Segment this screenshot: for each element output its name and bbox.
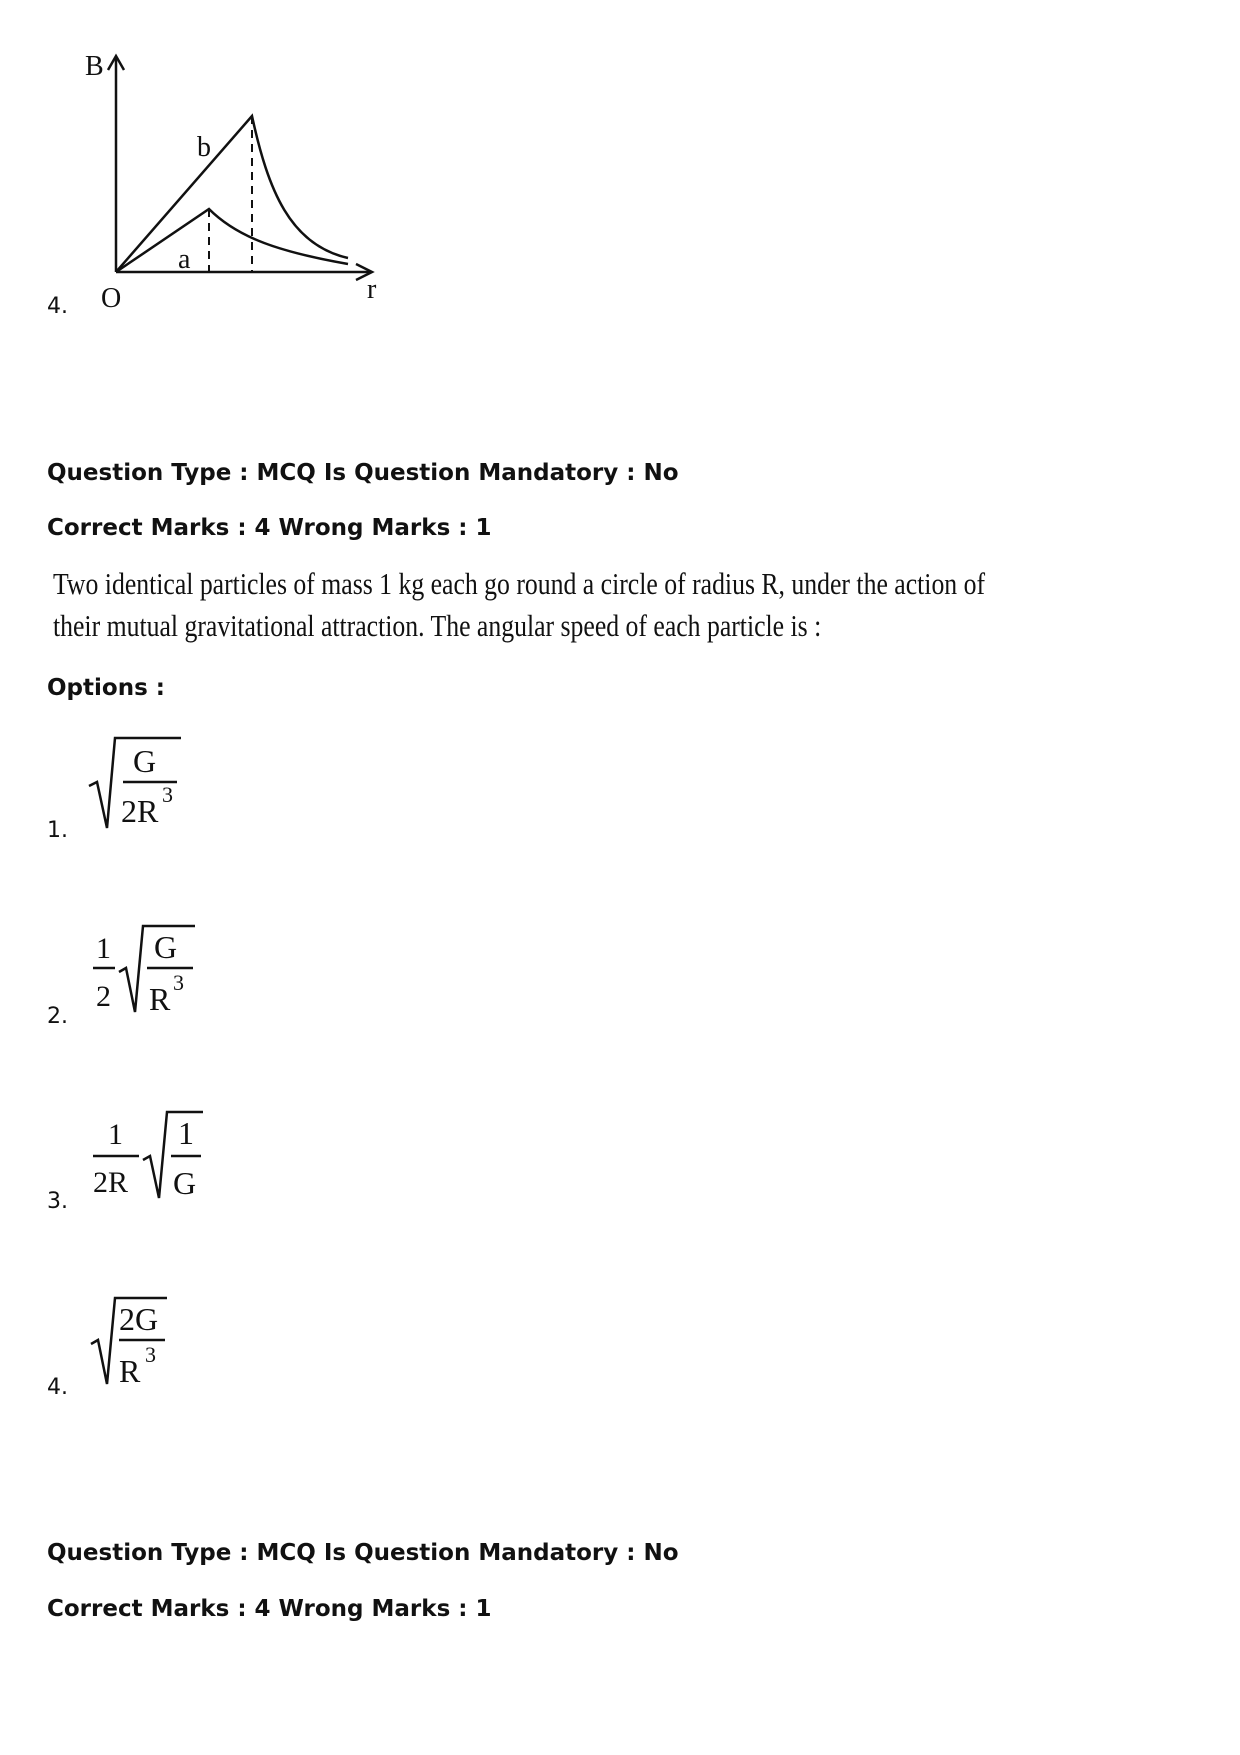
y-axis-label: B <box>85 51 104 82</box>
coef-denominator: 2 <box>96 980 111 1013</box>
question-text-line-1: Two identical particles of mass 1 kg each go round a circle of radius R, under the action of <box>53 566 986 601</box>
curve-label-b: b <box>197 132 211 163</box>
b-vs-r-graph <box>0 0 420 320</box>
option-3-formula <box>85 1100 215 1210</box>
curve-a <box>116 209 348 272</box>
question-text-line-2: their mutual gravitational attraction. The angular speed of each particle is : <box>53 608 822 643</box>
denominator: 2R <box>121 793 159 829</box>
option-2-formula <box>85 916 205 1026</box>
x-axis-label: r <box>367 274 377 305</box>
numerator: 1 <box>178 1115 194 1151</box>
option-number: 4. <box>47 294 68 319</box>
curve-label-a: a <box>178 244 191 275</box>
numerator: G <box>133 743 157 779</box>
origin-label: O <box>101 283 122 314</box>
question-type-line: Question Type : MCQ Is Question Mandatory : No <box>47 460 679 486</box>
marks-line: Correct Marks : 4 Wrong Marks : 1 <box>47 515 492 541</box>
denominator: R <box>119 1353 141 1389</box>
exponent: 3 <box>145 1342 156 1367</box>
option-4-number: 4. <box>47 1375 68 1400</box>
option-3-number: 3. <box>47 1189 68 1214</box>
coef-denominator: 2R <box>93 1166 129 1199</box>
coef-numerator: 1 <box>96 932 111 965</box>
option-1-number: 1. <box>47 818 68 843</box>
option-4-formula <box>85 1288 195 1398</box>
exponent: 3 <box>173 970 184 995</box>
option-2-number: 2. <box>47 1004 68 1029</box>
next-marks-line: Correct Marks : 4 Wrong Marks : 1 <box>47 1596 492 1622</box>
option-1-formula <box>85 730 195 840</box>
exponent: 3 <box>162 782 173 807</box>
numerator: G <box>154 929 178 965</box>
coef-numerator: 1 <box>108 1118 123 1151</box>
options-label: Options : <box>47 675 165 701</box>
denominator: R <box>149 981 171 1017</box>
denominator: G <box>173 1165 197 1201</box>
next-question-type-line: Question Type : MCQ Is Question Mandatory : No <box>47 1540 679 1566</box>
numerator: 2G <box>119 1301 159 1337</box>
